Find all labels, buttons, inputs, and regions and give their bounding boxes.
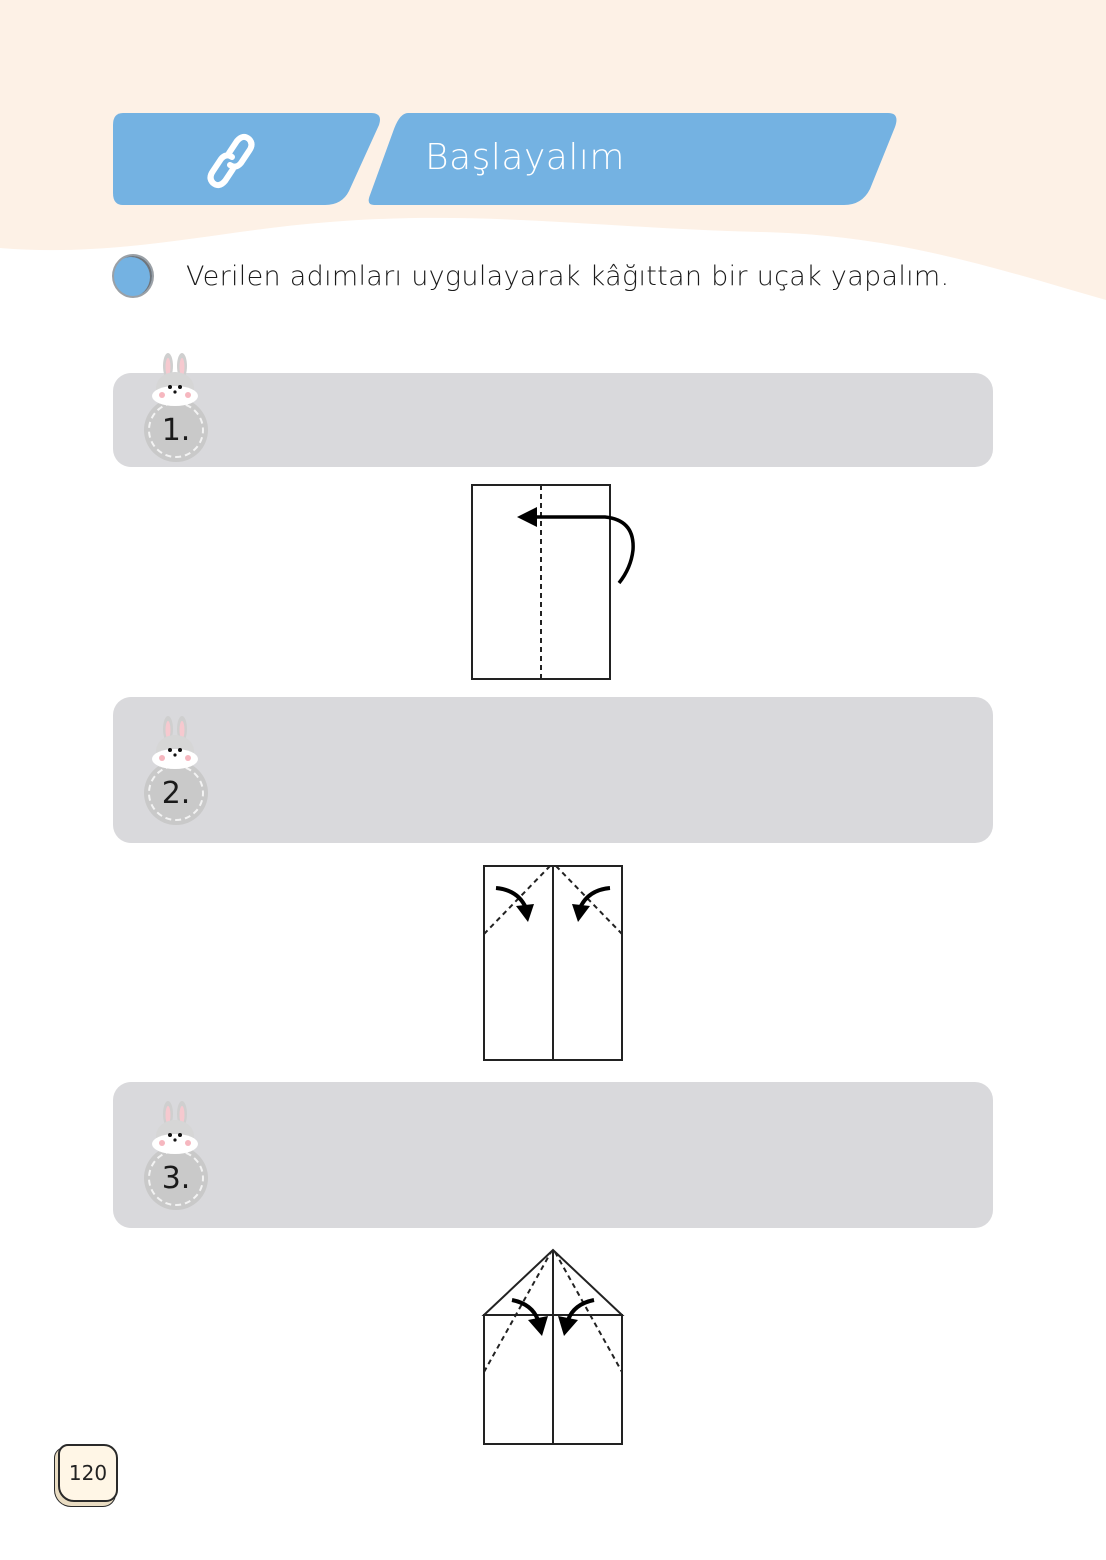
bunny-icon <box>145 715 205 771</box>
page-title: Başlayalım <box>425 137 625 178</box>
page-number: 120 <box>58 1444 118 1502</box>
bunny-icon <box>145 1100 205 1156</box>
step-2-panel <box>113 697 993 843</box>
fold-flaps-inward-again-diagram <box>478 1244 628 1449</box>
intro-instruction <box>112 254 949 298</box>
step-number-badge: 2. <box>144 761 208 825</box>
blue-circle-bullet-icon <box>112 254 154 298</box>
fold-top-corners-inward-diagram <box>478 860 628 1065</box>
step-number-badge: 1. <box>144 398 208 462</box>
step-3-panel <box>113 1082 993 1228</box>
intro-text: Verilen adımları uygulayarak kâğıttan bir uçak yapalım. <box>186 260 950 292</box>
step-1-panel <box>113 373 993 467</box>
fold-paper-in-half-diagram <box>465 480 645 685</box>
link-icon <box>201 131 261 191</box>
step-number-badge: 3. <box>144 1146 208 1210</box>
bunny-icon <box>145 352 205 408</box>
